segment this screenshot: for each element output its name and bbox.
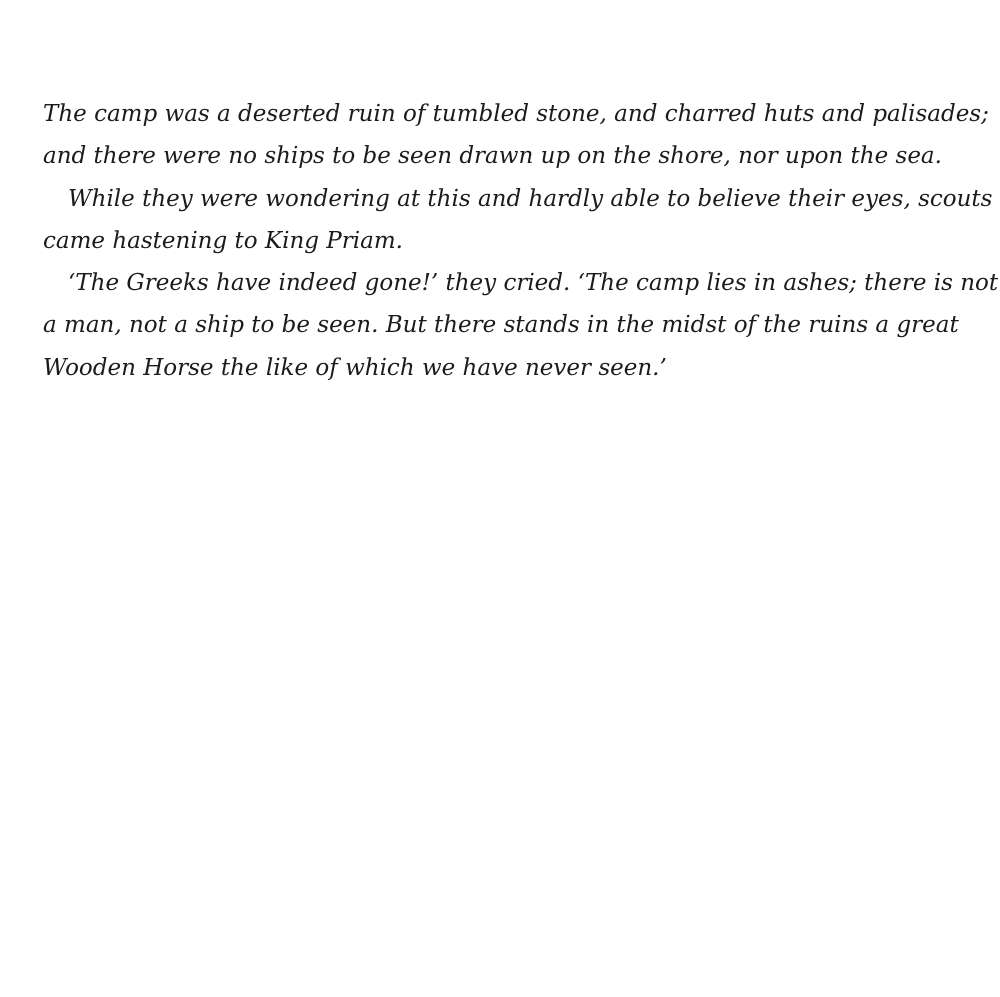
body-text xyxy=(43,93,999,389)
text-line-7: Wooden Horse the like of which we have never seen.’ xyxy=(43,354,667,381)
text-line-5: ‘The Greeks have indeed gone!’ they cried. ‘The camp lies in ashes; there is not xyxy=(68,270,999,297)
text-line-2: and there were no ships to be seen drawn up on the shore, nor upon the sea. xyxy=(43,143,942,170)
text-line-4: came hastening to King Priam. xyxy=(43,227,403,254)
text-line-1: The camp was a deserted ruin of tumbled stone, and charred huts and palisades; xyxy=(43,101,989,127)
text-line-6: a man, not a ship to be seen. But there stands in the midst of the ruins a great xyxy=(43,312,959,339)
text-line-3: While they were wondering at this and hardly able to believe their eyes, scouts xyxy=(68,185,993,212)
